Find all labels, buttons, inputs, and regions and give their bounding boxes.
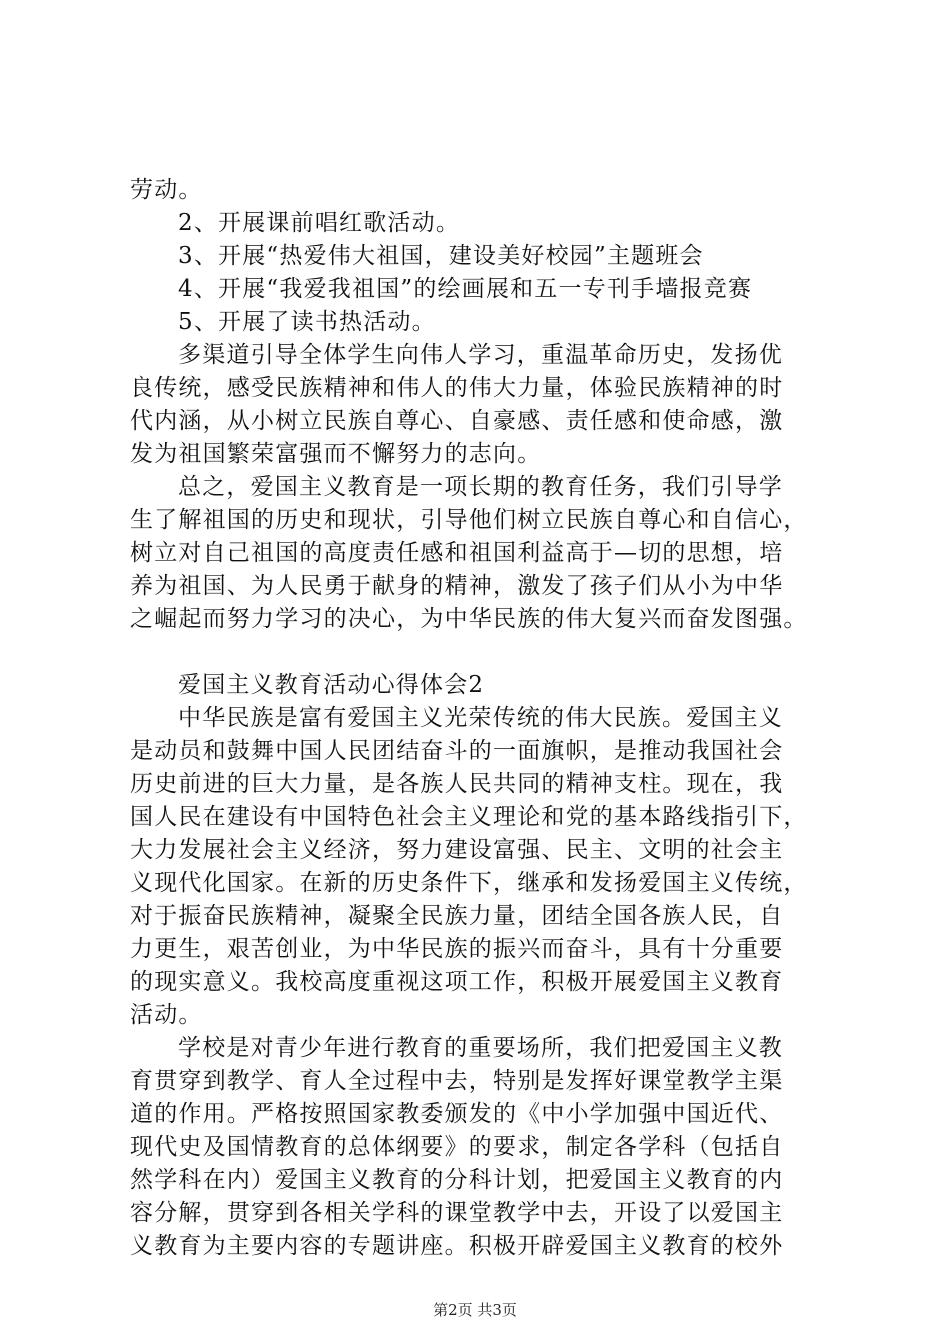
text-line: 历史前进的巨大力量，是各族人民共同的精神支柱。现在，我	[130, 771, 784, 797]
paragraph-first-line: 学校是对青少年进行教育的重要场所，我们把爱国主义教	[178, 1035, 783, 1061]
paragraph-first-line: 中华民族是富有爱国主义光荣传统的伟大民族。爱国主义	[178, 705, 783, 731]
text-line: 育贯穿到教学、育人全过程中去，特别是发挥好课堂教学主渠	[130, 1068, 784, 1094]
list-item: 5、开展了读书热活动。	[178, 309, 436, 335]
text-line: 之崛起而努力学习的决心，为中华民族的伟大复兴而奋发图强。	[130, 606, 808, 632]
list-item: 2、开展课前唱红歌活动。	[178, 210, 461, 236]
text-line: 义教育为主要内容的专题讲座。积极开辟爱国主义教育的校外	[130, 1233, 784, 1259]
text-line: 力更生，艰苦创业，为中华民族的振兴而奋斗，具有十分重要	[130, 936, 784, 962]
text-line: 是动员和鼓舞中国人民团结奋斗的一面旗帜，是推动我国社会	[130, 738, 784, 764]
list-item: 3、开展“热爱伟大祖国，建设美好校园”主题班会	[178, 243, 704, 269]
text-line: 代内涵，从小树立民族自尊心、自豪感、责任感和使命感，激	[130, 408, 784, 434]
blank-line	[130, 636, 830, 669]
text-line: 国人民在建设有中国特色社会主义理论和党的基本路线指引下，	[130, 804, 808, 830]
text-line: 容分解，贯穿到各相关学科的课堂教学中去，开设了以爱国主	[130, 1200, 784, 1226]
document-body	[130, 174, 830, 1263]
text-line: 发为祖国繁荣富强而不懈努力的志向。	[130, 441, 542, 467]
text-line: 道的作用。严格按照国家教委颁发的《中小学加强中国近代、	[130, 1101, 784, 1127]
text-line: 现代史及国情教育的总体纲要》的要求，制定各学科（包括自	[130, 1134, 784, 1160]
list-item: 4、开展“我爱我祖国”的绘画展和五一专刊手墙报竞赛	[178, 276, 753, 302]
text-line: 养为祖国、为人民勇于献身的精神，激发了孩子们从小为中华	[130, 573, 784, 599]
text-line: 义现代化国家。在新的历史条件下，继承和发扬爱国主义传统，	[130, 870, 808, 896]
text-line: 活动。	[130, 1002, 203, 1028]
text-line: 劳动。	[130, 177, 203, 203]
section-heading: 爱国主义教育活动心得体会2	[178, 672, 485, 698]
text-line: 生了解祖国的历史和现状，引导他们树立民族自尊心和自信心，	[130, 507, 808, 533]
paragraph-first-line: 多渠道引导全体学生向伟人学习，重温革命历史，发扬优	[178, 342, 783, 368]
text-line: 然学科在内）爱国主义教育的分科计划，把爱国主义教育的内	[130, 1167, 784, 1193]
page-number-footer: 第2页 共3页	[433, 1301, 517, 1319]
text-line: 树立对自己祖国的高度责任感和祖国利益高于—切的思想，培	[130, 540, 784, 566]
text-line: 对于振奋民族精神，凝聚全民族力量，团结全国各族人民，自	[130, 903, 784, 929]
paragraph-first-line: 总之，爱国主义教育是一项长期的教育任务，我们引导学	[178, 474, 783, 500]
text-line: 大力发展社会主义经济，努力建设富强、民主、文明的社会主	[130, 837, 784, 863]
text-line: 良传统，感受民族精神和伟人的伟大力量，体验民族精神的时	[130, 375, 784, 401]
text-line: 的现实意义。我校高度重视这项工作，积极开展爱国主义教育	[130, 969, 784, 995]
